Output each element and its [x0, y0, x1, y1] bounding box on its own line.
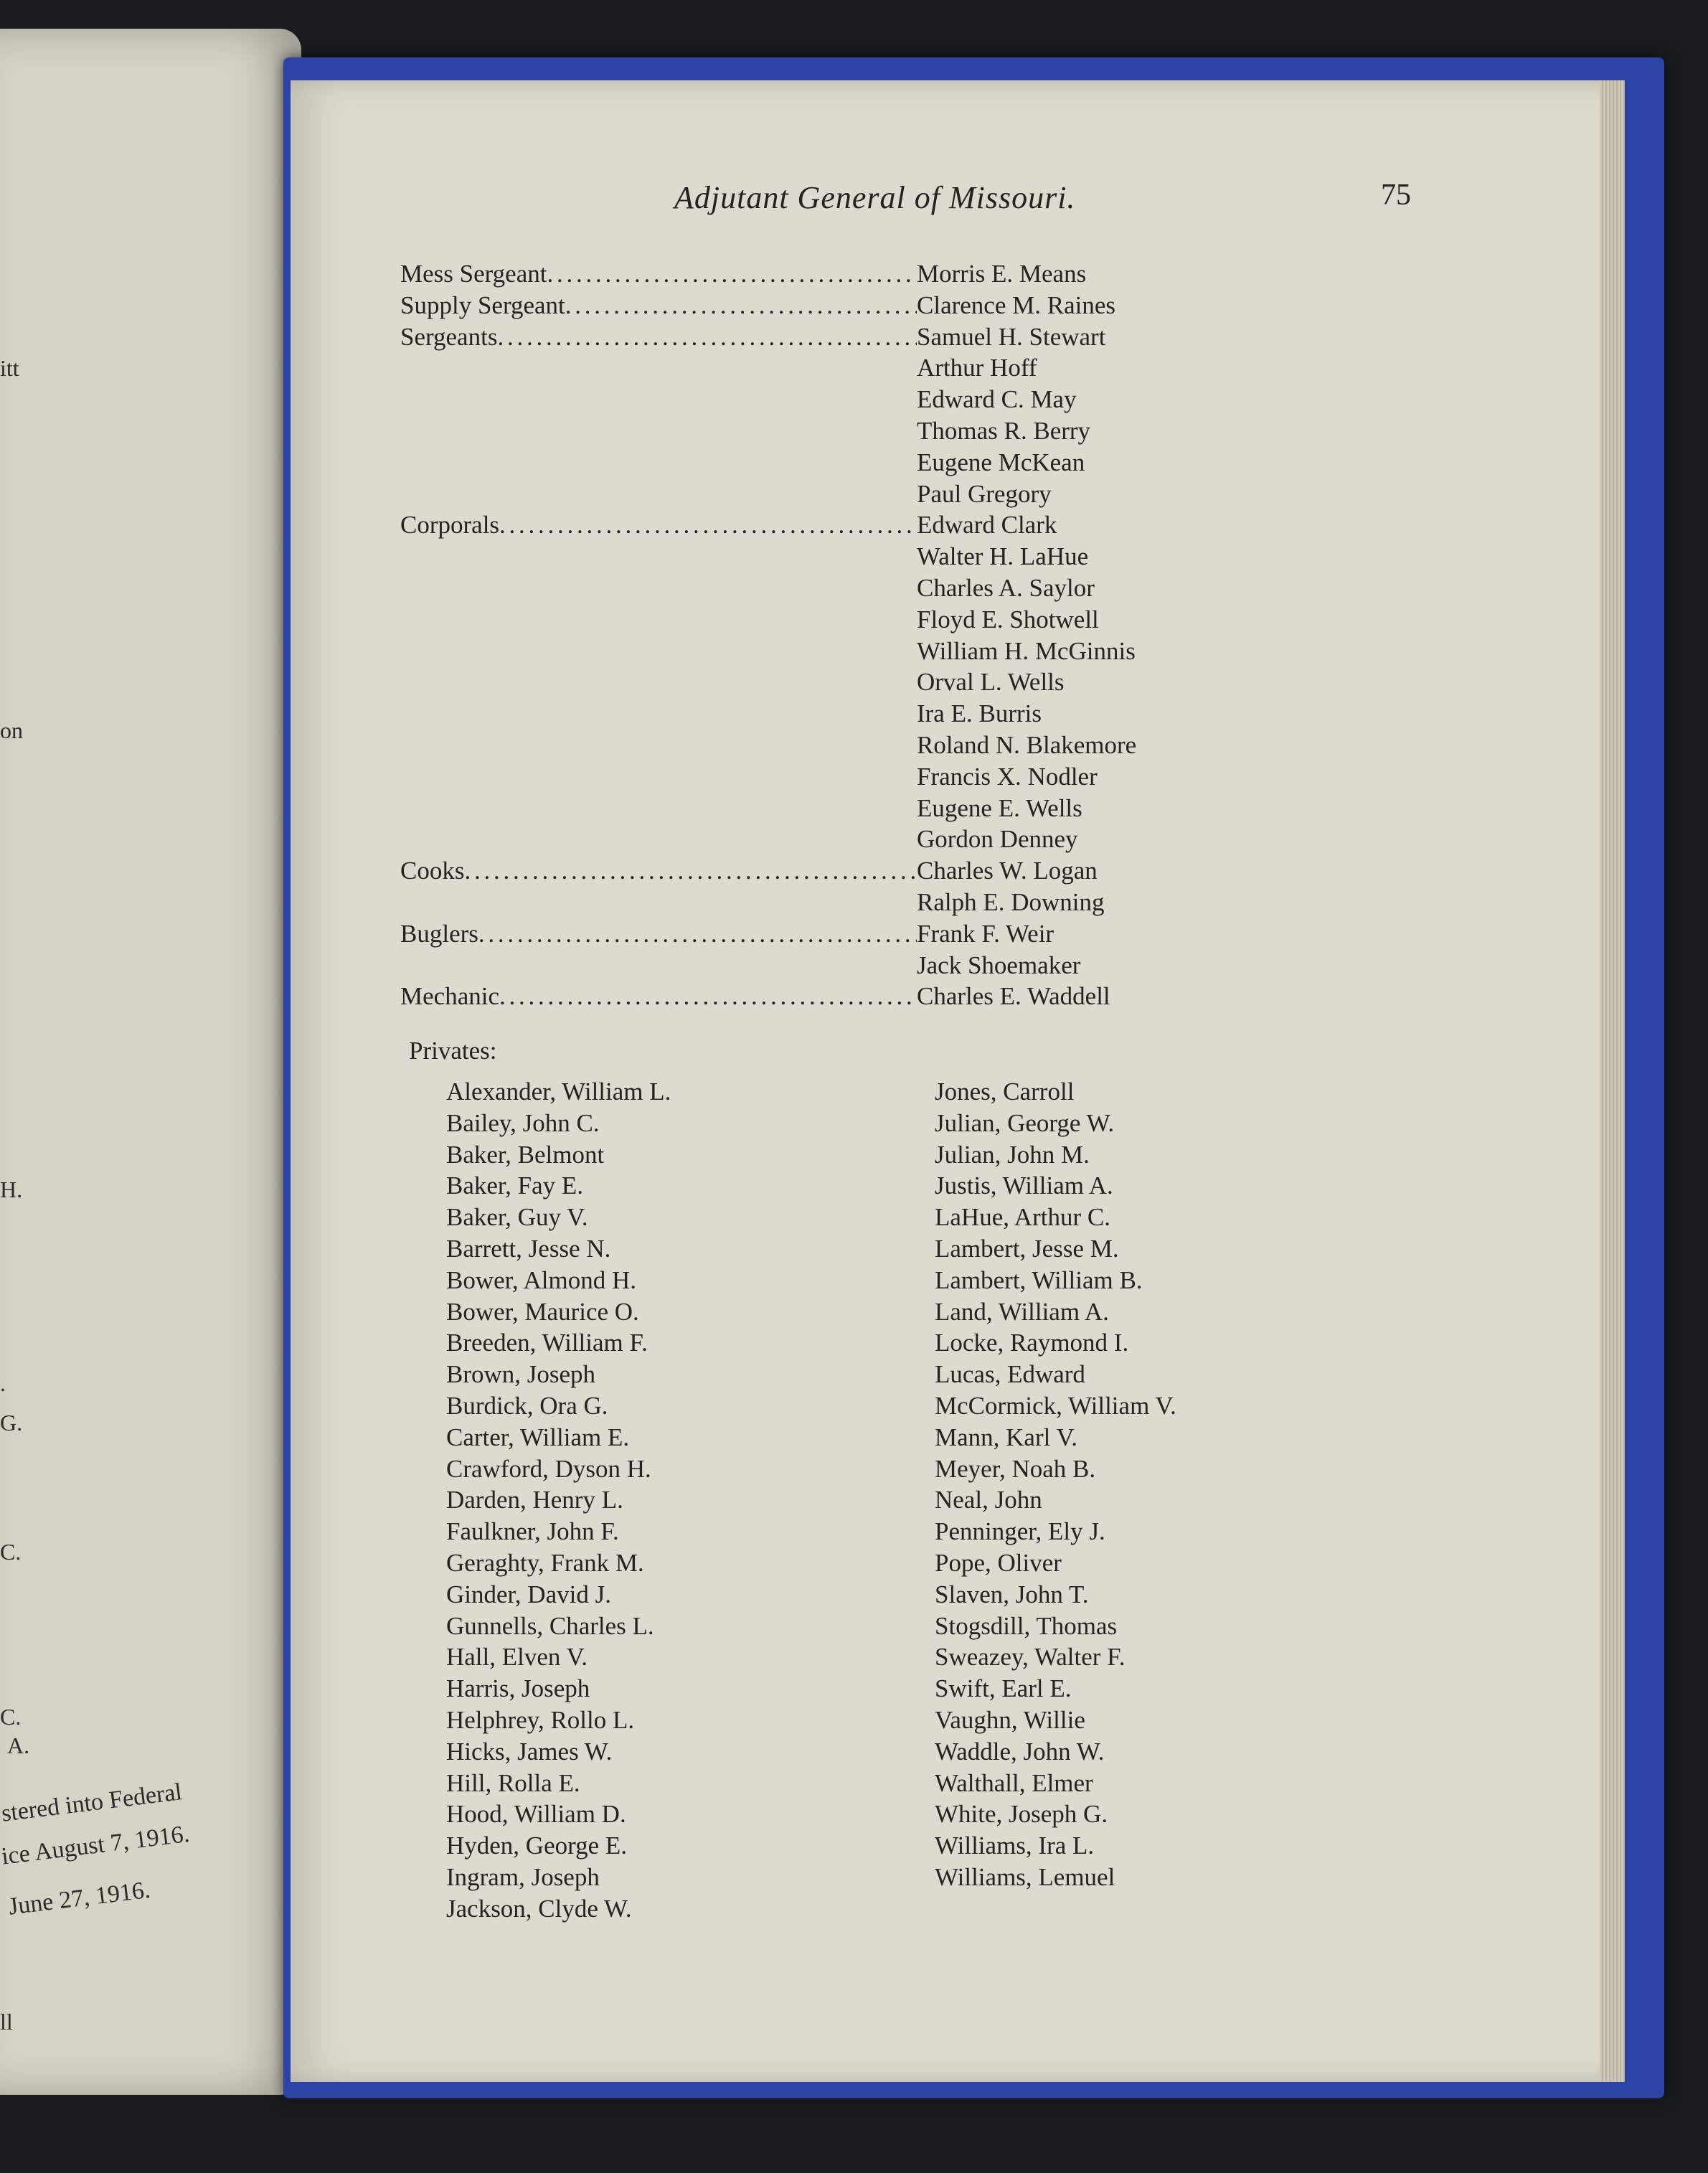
dot-leader: [499, 981, 917, 1012]
rank-label: [400, 636, 917, 667]
private-name: Lambert, William B.: [935, 1265, 1143, 1294]
rank-member-name: Paul Gregory: [917, 479, 1052, 508]
rank-member-name: Eugene McKean: [917, 448, 1085, 476]
rank-label: [400, 258, 917, 290]
rank-member-name: Jack Shoemaker: [917, 951, 1081, 979]
rank-label: [400, 384, 917, 415]
private-name: Mann, Karl V.: [935, 1423, 1077, 1451]
private-name: Swift, Earl E.: [935, 1674, 1072, 1703]
private-name: McCormick, William V.: [935, 1391, 1176, 1420]
rank-label: [400, 887, 917, 918]
private-name: Breeden, William F.: [446, 1329, 648, 1357]
rank-row: [400, 352, 1304, 384]
rank-row: [400, 321, 1304, 353]
private-name: Carter, William E.: [446, 1423, 630, 1451]
rank-member-name: Walter H. LaHue: [917, 542, 1089, 571]
private-name: Locke, Raymond I.: [935, 1329, 1129, 1357]
rank-member-name: Edward C. May: [917, 385, 1077, 414]
left-page-fragment: .: [0, 1370, 6, 1396]
private-name: Ginder, David J.: [446, 1580, 611, 1608]
rank-label: [400, 793, 917, 824]
left-page-fragment: itt: [0, 355, 19, 381]
rank-row: [400, 290, 1304, 321]
rank-label: [400, 447, 917, 479]
left-page-fragment: G.: [0, 1410, 23, 1436]
rank-member-name: Gordon Denney: [917, 825, 1078, 854]
rank-member-name: Thomas R. Berry: [917, 416, 1091, 445]
rank-row: [400, 479, 1304, 510]
page-header-title: Adjutant General of Missouri.: [674, 180, 1076, 215]
rank-member-name: Samuel H. Stewart: [917, 322, 1106, 351]
dot-leader: [565, 290, 917, 321]
private-name: Stogsdill, Thomas: [935, 1611, 1118, 1640]
rank-title: Mess Sergeant: [400, 260, 547, 288]
rank-member-name: Ira E. Burris: [917, 699, 1042, 728]
rank-member-name: Roland N. Blakemore: [917, 730, 1137, 759]
left-page-note-line: ice August 7, 1916.: [0, 1820, 192, 1870]
private-name: Penninger, Ely J.: [935, 1517, 1105, 1546]
private-name: Lucas, Edward: [935, 1360, 1085, 1389]
left-page-fragment: ll: [0, 2009, 13, 2035]
dot-leader: [497, 321, 917, 353]
rank-label: [400, 415, 917, 447]
rank-row: [400, 761, 1304, 793]
rank-label: [400, 950, 917, 981]
rank-member-name: Frank F. Weir: [917, 919, 1054, 948]
private-name: Slaven, John T.: [935, 1580, 1089, 1608]
rank-label: [400, 541, 917, 572]
private-name: Barrett, Jesse N.: [446, 1234, 611, 1263]
rank-member-name: Clarence M. Raines: [917, 291, 1115, 319]
rank-label: [400, 321, 917, 353]
rank-row: [400, 636, 1304, 667]
rank-label: [400, 479, 917, 510]
private-name: Brown, Joseph: [446, 1360, 596, 1389]
rank-member-name: Edward Clark: [917, 511, 1057, 539]
private-name: Jones, Carroll: [935, 1078, 1075, 1106]
rank-row: [400, 447, 1304, 479]
rank-row: [400, 887, 1304, 918]
private-name: Baker, Guy V.: [446, 1203, 588, 1232]
private-name: Hicks, James W.: [446, 1737, 613, 1766]
private-name: Faulkner, John F.: [446, 1517, 619, 1546]
dot-leader: [478, 918, 917, 950]
left-page-fragment: C.: [0, 1704, 22, 1730]
privates-column-1: [446, 1076, 671, 1925]
private-name: Alexander, William L.: [446, 1078, 671, 1106]
left-page-fragment: C.: [0, 1539, 22, 1565]
private-name: Williams, Lemuel: [935, 1862, 1115, 1891]
rank-row: [400, 666, 1304, 698]
private-name: Hall, Elven V.: [446, 1643, 588, 1672]
private-name: Julian, John M.: [935, 1140, 1090, 1169]
rank-member-name: Charles A. Saylor: [917, 573, 1095, 602]
private-name: Hood, William D.: [446, 1800, 626, 1829]
rank-title: Sergeants: [400, 322, 498, 351]
private-name: Geraghty, Frank M.: [446, 1548, 644, 1577]
rank-label: [400, 981, 917, 1012]
rank-member-name: Orval L. Wells: [917, 668, 1065, 697]
rank-title: Buglers: [400, 919, 478, 948]
private-name: Julian, George W.: [935, 1108, 1115, 1137]
rank-member-name: Morris E. Means: [917, 260, 1087, 288]
private-name: Neal, John: [935, 1486, 1042, 1514]
private-name: Bower, Maurice O.: [446, 1297, 639, 1326]
rank-label: [400, 824, 917, 855]
rank-row: [400, 384, 1304, 415]
dot-leader: [547, 258, 917, 290]
private-name: Bailey, John C.: [446, 1108, 600, 1137]
rank-row: [400, 698, 1304, 730]
private-name: Williams, Ira L.: [935, 1832, 1095, 1860]
private-name: LaHue, Arthur C.: [935, 1203, 1110, 1232]
privates-heading: Privates:: [409, 1037, 497, 1065]
privates-column-2: [935, 1076, 1176, 1893]
private-name: Crawford, Dyson H.: [446, 1454, 651, 1483]
rank-member-name: Charles E. Waddell: [917, 982, 1110, 1011]
private-name: Walthall, Elmer: [935, 1768, 1093, 1797]
rank-roster: [400, 258, 1304, 1012]
private-name: Jackson, Clyde W.: [446, 1894, 632, 1923]
rank-member-name: Arthur Hoff: [917, 354, 1037, 382]
rank-row: [400, 981, 1304, 1012]
private-name: Meyer, Noah B.: [935, 1454, 1096, 1483]
private-name: Harris, Joseph: [446, 1674, 590, 1703]
private-name: Gunnells, Charles L.: [446, 1611, 654, 1640]
rank-row: [400, 918, 1304, 950]
rank-row: [400, 258, 1304, 290]
private-name: Bower, Almond H.: [446, 1265, 636, 1294]
rank-row: [400, 572, 1304, 604]
rank-label: [400, 604, 917, 636]
private-name: Lambert, Jesse M.: [935, 1234, 1119, 1263]
rank-row: [400, 730, 1304, 761]
rank-title: Supply Sergeant: [400, 291, 565, 319]
rank-row: [400, 824, 1304, 855]
private-name: Darden, Henry L.: [446, 1486, 623, 1514]
rank-member-name: Ralph E. Downing: [917, 887, 1105, 916]
left-page-fragment: on: [0, 717, 23, 743]
dot-leader: [499, 509, 917, 541]
rank-label: [400, 855, 917, 887]
rank-row: [400, 855, 1304, 887]
rank-row: [400, 950, 1304, 981]
rank-row: [400, 509, 1304, 541]
rank-label: [400, 761, 917, 793]
rank-row: [400, 541, 1304, 572]
rank-member-name: Eugene E. Wells: [917, 793, 1082, 822]
private-name: Vaughn, Willie: [935, 1705, 1085, 1734]
rank-row: [400, 415, 1304, 447]
rank-member-name: Francis X. Nodler: [917, 762, 1098, 791]
private-name: Burdick, Ora G.: [446, 1391, 608, 1420]
rank-row: [400, 604, 1304, 636]
page-edges: [1600, 80, 1625, 2082]
rank-title: Mechanic: [400, 982, 499, 1011]
private-name: White, Joseph G.: [935, 1800, 1108, 1829]
private-name: Justis, William A.: [935, 1172, 1113, 1200]
rank-member-name: Floyd E. Shotwell: [917, 605, 1099, 633]
rank-label: [400, 730, 917, 761]
rank-label: [400, 666, 917, 698]
private-name: Hyden, George E.: [446, 1832, 628, 1860]
rank-label: [400, 698, 917, 730]
private-name: Land, William A.: [935, 1297, 1109, 1326]
left-page-fragment: H.: [0, 1177, 23, 1202]
left-page-fragment: A.: [7, 1733, 30, 1758]
left-page-note-line: June 27, 1916.: [7, 1876, 152, 1920]
rank-row: [400, 793, 1304, 824]
rank-label: [400, 918, 917, 950]
rank-member-name: William H. McGinnis: [917, 636, 1136, 665]
private-name: Baker, Fay E.: [446, 1172, 584, 1200]
private-name: Sweazey, Walter F.: [935, 1643, 1126, 1672]
private-name: Ingram, Joseph: [446, 1862, 600, 1891]
rank-label: [400, 509, 917, 541]
left-page-note-line: stered into Federal: [0, 1778, 184, 1827]
rank-label: [400, 352, 917, 384]
private-name: Hill, Rolla E.: [446, 1768, 580, 1797]
private-name: Helphrey, Rollo L.: [446, 1705, 635, 1734]
left-page: [0, 29, 301, 2095]
dot-leader: [464, 855, 917, 887]
private-name: Baker, Belmont: [446, 1140, 605, 1169]
page-number: 75: [1381, 179, 1411, 212]
private-name: Pope, Oliver: [935, 1548, 1062, 1577]
rank-label: [400, 290, 917, 321]
rank-title: Corporals: [400, 511, 500, 539]
rank-member-name: Charles W. Logan: [917, 857, 1098, 885]
rank-title: Cooks: [400, 857, 465, 885]
private-name: Waddle, John W.: [935, 1737, 1105, 1766]
rank-label: [400, 572, 917, 604]
